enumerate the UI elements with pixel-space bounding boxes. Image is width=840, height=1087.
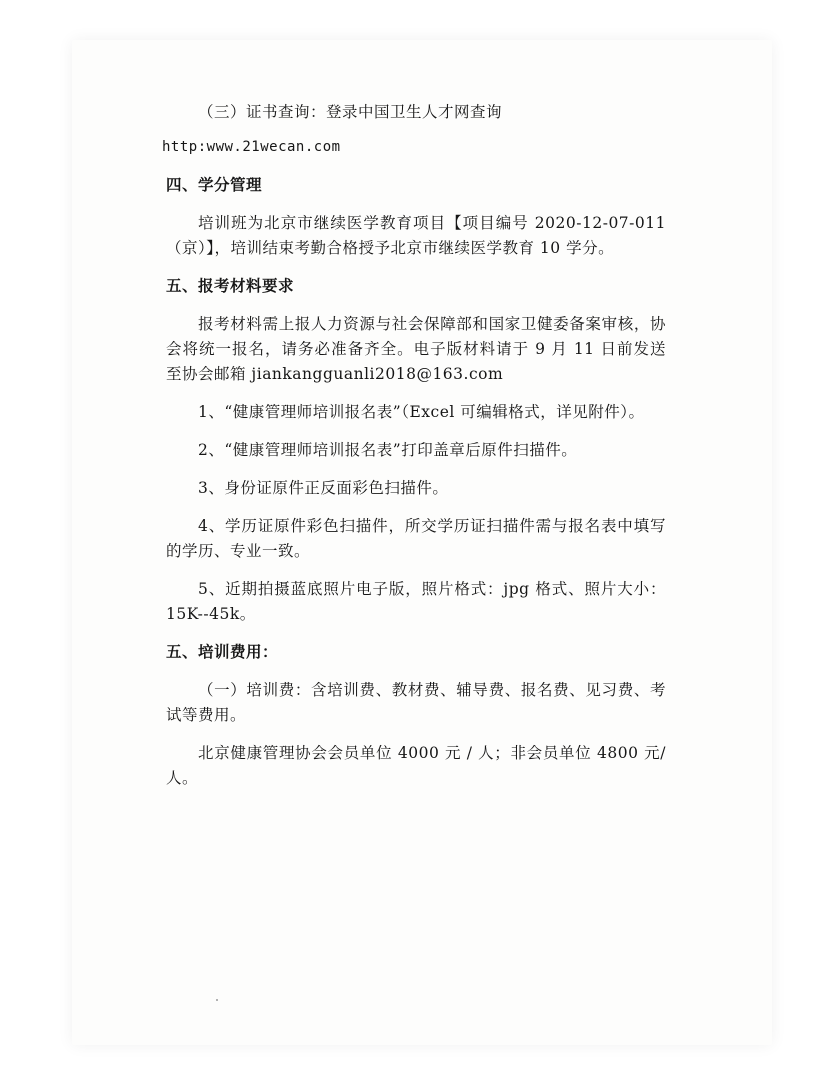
section6-heading: 五、培训费用：: [166, 643, 279, 661]
section5-heading: 五、报考材料要求: [166, 277, 295, 295]
material-item-3: 3、身份证原件正反面彩色扫描件。: [198, 479, 449, 497]
scan-speck: [216, 999, 218, 1001]
section4-text: 培训班为北京市继续医学教育项目【项目编号 2020-12-07-011（京）】，培训结束考勤合格授予北京市继续医学教育 10 学分。: [166, 214, 666, 257]
material-item-1: 1、“健康管理师培训报名表”（Excel 可编辑格式，详见附件）。: [198, 403, 645, 421]
fee-price: 北京健康管理协会会员单位 4000 元 / 人；非会员单位 4800 元/人。: [166, 744, 666, 787]
document-body: [162, 100, 666, 791]
cert-url: http:www.21wecan.com: [162, 139, 341, 155]
material-item-4: 4、学历证原件彩色扫描件，所交学历证扫描件需与报名表中填写的学历、专业一致。: [166, 517, 666, 560]
fee-items: （一）培训费：含培训费、教材费、辅导费、报名费、见习费、考试等费用。: [166, 681, 666, 724]
section5-intro: 报考材料需上报人力资源与社会保障部和国家卫健委备案审核，协会将统一报名，请务必准备齐全。电子版材料请于 9 月 11 日前发送至协会邮箱 jiankangguanli2018@163.com: [166, 315, 666, 383]
cert-query-line: （三）证书查询：登录中国卫生人才网查询: [198, 103, 503, 121]
section4-heading: 四、学分管理: [166, 176, 263, 194]
material-item-2: 2、“健康管理师培训报名表”打印盖章后原件扫描件。: [198, 441, 578, 459]
material-item-5: 5、近期拍摄蓝底照片电子版，照片格式：jpg 格式、照片大小：15K--45k。: [166, 580, 666, 623]
